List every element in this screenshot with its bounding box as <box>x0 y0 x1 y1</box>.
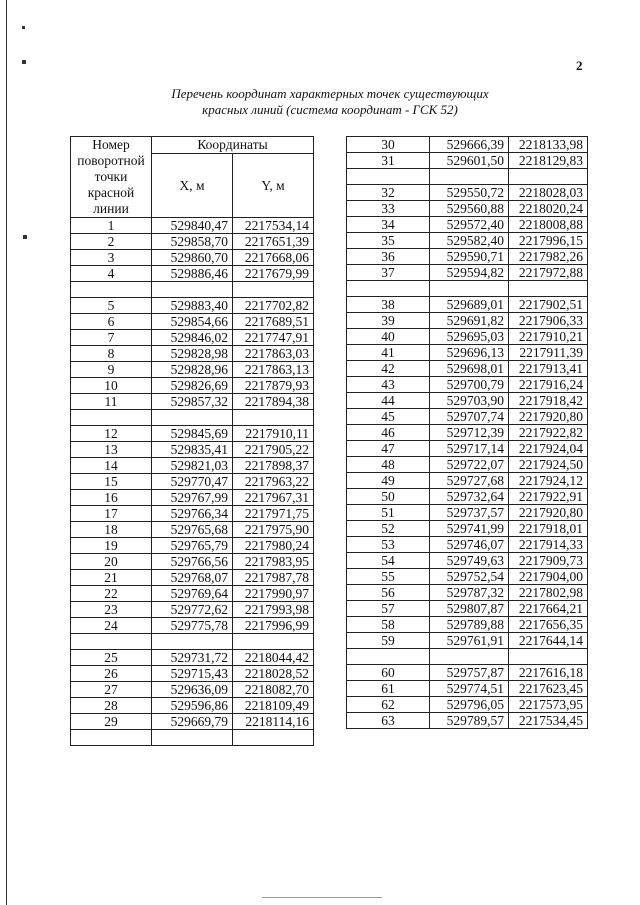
table-row <box>71 538 314 554</box>
point-number-cell: 52 <box>347 521 430 537</box>
table-row-spacer <box>71 634 314 650</box>
x-coordinate-cell: 529821,03 <box>152 458 233 474</box>
y-coordinate-cell: 2217664,21 <box>509 601 588 617</box>
y-coordinate-cell: 2217914,33 <box>509 537 588 553</box>
y-coordinate-cell: 2217922,91 <box>509 489 588 505</box>
point-number-cell: 26 <box>71 666 152 682</box>
point-number-cell: 36 <box>347 249 430 265</box>
y-coordinate-cell: 2217616,18 <box>509 665 588 681</box>
x-coordinate-cell: 529700,79 <box>430 377 509 393</box>
table-row <box>71 570 314 586</box>
header-point-number: Номер поворотной точки красной линии <box>71 137 152 218</box>
y-coordinate-cell: 2217983,95 <box>233 554 314 570</box>
x-coordinate-cell: 529796,05 <box>430 697 509 713</box>
x-coordinate-cell: 529727,68 <box>430 473 509 489</box>
table-row <box>71 218 314 234</box>
y-coordinate-cell: 2217902,51 <box>509 297 588 313</box>
table-row <box>347 233 588 249</box>
y-coordinate-cell: 2217905,22 <box>233 442 314 458</box>
table-row <box>347 697 588 713</box>
table-row <box>347 585 588 601</box>
x-coordinate-cell: 529737,57 <box>430 505 509 521</box>
x-coordinate-cell: 529789,88 <box>430 617 509 633</box>
x-coordinate-cell: 529715,43 <box>152 666 233 682</box>
y-coordinate-cell: 2218044,42 <box>233 650 314 666</box>
table-cell-empty <box>152 282 233 298</box>
x-coordinate-cell: 529828,98 <box>152 346 233 362</box>
y-coordinate-cell: 2217651,39 <box>233 234 314 250</box>
x-coordinate-cell: 529765,79 <box>152 538 233 554</box>
page-number: 2 <box>576 58 583 73</box>
table-cell-empty <box>430 169 509 185</box>
table-cell-empty <box>509 169 588 185</box>
x-coordinate-cell: 529769,64 <box>152 586 233 602</box>
page-title <box>120 86 540 118</box>
y-coordinate-cell: 2217702,82 <box>233 298 314 314</box>
table-row <box>71 234 314 250</box>
x-coordinate-cell: 529775,78 <box>152 618 233 634</box>
x-coordinate-cell: 529857,32 <box>152 394 233 410</box>
y-coordinate-cell: 2218133,98 <box>509 137 588 153</box>
x-coordinate-cell: 529840,47 <box>152 218 233 234</box>
table-row <box>347 713 588 729</box>
point-number-cell: 47 <box>347 441 430 457</box>
x-coordinate-cell: 529846,02 <box>152 330 233 346</box>
point-number-cell: 58 <box>347 617 430 633</box>
y-coordinate-cell: 2218082,70 <box>233 682 314 698</box>
table-row <box>347 377 588 393</box>
scan-dot-3 <box>23 235 27 239</box>
x-coordinate-cell: 529767,99 <box>152 490 233 506</box>
x-coordinate-cell: 529601,50 <box>430 153 509 169</box>
table-cell-empty <box>233 730 314 746</box>
y-coordinate-cell: 2217924,12 <box>509 473 588 489</box>
y-coordinate-cell: 2218008,88 <box>509 217 588 233</box>
y-coordinate-cell: 2217668,06 <box>233 250 314 266</box>
table-cell-empty <box>71 634 152 650</box>
table-cell-empty <box>71 730 152 746</box>
table-row <box>71 522 314 538</box>
table-cell-empty <box>430 649 509 665</box>
x-coordinate-cell: 529691,82 <box>430 313 509 329</box>
table-row <box>347 505 588 521</box>
point-number-cell: 28 <box>71 698 152 714</box>
table-row <box>71 346 314 362</box>
table-row <box>347 329 588 345</box>
point-number-cell: 23 <box>71 602 152 618</box>
x-coordinate-cell: 529770,47 <box>152 474 233 490</box>
x-coordinate-cell: 529860,70 <box>152 250 233 266</box>
point-number-cell: 48 <box>347 457 430 473</box>
table-cell-empty <box>347 649 430 665</box>
point-number-cell: 31 <box>347 153 430 169</box>
y-coordinate-cell: 2217904,00 <box>509 569 588 585</box>
point-number-cell: 59 <box>347 633 430 649</box>
point-number-cell: 54 <box>347 553 430 569</box>
x-coordinate-cell: 529717,14 <box>430 441 509 457</box>
point-number-cell: 51 <box>347 505 430 521</box>
x-coordinate-cell: 529636,09 <box>152 682 233 698</box>
table-row <box>71 698 314 714</box>
table-row <box>347 297 588 313</box>
table-row <box>71 298 314 314</box>
x-coordinate-cell: 529854,66 <box>152 314 233 330</box>
y-coordinate-cell: 2217656,35 <box>509 617 588 633</box>
y-coordinate-cell: 2217573,95 <box>509 697 588 713</box>
y-coordinate-cell: 2217922,82 <box>509 425 588 441</box>
y-coordinate-cell: 2218028,03 <box>509 185 588 201</box>
table-row <box>347 185 588 201</box>
point-number-cell: 34 <box>347 217 430 233</box>
table-cell-empty <box>71 282 152 298</box>
x-coordinate-cell: 529703,90 <box>430 393 509 409</box>
table-row-spacer <box>347 169 588 185</box>
table-row <box>71 314 314 330</box>
x-coordinate-cell: 529707,74 <box>430 409 509 425</box>
table-row <box>347 393 588 409</box>
table-row <box>71 426 314 442</box>
x-coordinate-cell: 529732,64 <box>430 489 509 505</box>
point-number-cell: 13 <box>71 442 152 458</box>
table-row <box>71 378 314 394</box>
table-cell-empty <box>430 281 509 297</box>
point-number-cell: 12 <box>71 426 152 442</box>
table-row-spacer <box>71 410 314 426</box>
table-row <box>347 681 588 697</box>
table-row <box>347 201 588 217</box>
table-cell-empty <box>347 281 430 297</box>
point-number-cell: 35 <box>347 233 430 249</box>
table-row <box>71 506 314 522</box>
y-coordinate-cell: 2217982,26 <box>509 249 588 265</box>
x-coordinate-cell: 529774,51 <box>430 681 509 697</box>
point-number-cell: 7 <box>71 330 152 346</box>
table-row <box>71 650 314 666</box>
y-coordinate-cell: 2217975,90 <box>233 522 314 538</box>
header-y: Y, м <box>233 154 314 218</box>
point-number-cell: 16 <box>71 490 152 506</box>
point-number-cell: 60 <box>347 665 430 681</box>
point-number-cell: 42 <box>347 361 430 377</box>
x-coordinate-cell: 529572,40 <box>430 217 509 233</box>
point-number-cell: 5 <box>71 298 152 314</box>
point-number-cell: 22 <box>71 586 152 602</box>
table-row <box>71 474 314 490</box>
y-coordinate-cell: 2217963,22 <box>233 474 314 490</box>
point-number-cell: 50 <box>347 489 430 505</box>
x-coordinate-cell: 529689,01 <box>430 297 509 313</box>
y-coordinate-cell: 2217689,51 <box>233 314 314 330</box>
table-row-spacer <box>71 282 314 298</box>
table-row <box>71 250 314 266</box>
x-coordinate-cell: 529731,72 <box>152 650 233 666</box>
y-coordinate-cell: 2217802,98 <box>509 585 588 601</box>
y-coordinate-cell: 2217996,99 <box>233 618 314 634</box>
table-row <box>347 345 588 361</box>
y-coordinate-cell: 2217534,14 <box>233 218 314 234</box>
y-coordinate-cell: 2217863,13 <box>233 362 314 378</box>
point-number-cell: 18 <box>71 522 152 538</box>
x-coordinate-cell: 529757,87 <box>430 665 509 681</box>
x-coordinate-cell: 529845,69 <box>152 426 233 442</box>
table-row <box>347 153 588 169</box>
y-coordinate-cell: 2217993,98 <box>233 602 314 618</box>
scan-dot-2 <box>22 60 26 64</box>
table-cell-empty <box>509 281 588 297</box>
x-coordinate-cell: 529886,46 <box>152 266 233 282</box>
y-coordinate-cell: 2217924,50 <box>509 457 588 473</box>
point-number-cell: 3 <box>71 250 152 266</box>
x-coordinate-cell: 529696,13 <box>430 345 509 361</box>
scan-line-bottom <box>262 897 382 898</box>
point-number-cell: 8 <box>71 346 152 362</box>
table-row <box>347 361 588 377</box>
header-x: X, м <box>152 154 233 218</box>
y-coordinate-cell: 2218020,24 <box>509 201 588 217</box>
x-coordinate-cell: 529698,01 <box>430 361 509 377</box>
x-coordinate-cell: 529550,72 <box>430 185 509 201</box>
table-row <box>347 537 588 553</box>
table-row <box>347 441 588 457</box>
table-cell-empty <box>71 410 152 426</box>
x-coordinate-cell: 529590,71 <box>430 249 509 265</box>
y-coordinate-cell: 2217623,45 <box>509 681 588 697</box>
table-row <box>347 249 588 265</box>
y-coordinate-cell: 2217920,80 <box>509 505 588 521</box>
x-coordinate-cell: 529828,96 <box>152 362 233 378</box>
point-number-cell: 41 <box>347 345 430 361</box>
y-coordinate-cell: 2218129,83 <box>509 153 588 169</box>
point-number-cell: 17 <box>71 506 152 522</box>
table-cell-empty <box>233 410 314 426</box>
table-row <box>347 601 588 617</box>
point-number-cell: 24 <box>71 618 152 634</box>
table-row-spacer <box>347 649 588 665</box>
x-coordinate-cell: 529596,86 <box>152 698 233 714</box>
table-row <box>71 266 314 282</box>
table-cell-empty <box>152 730 233 746</box>
point-number-cell: 1 <box>71 218 152 234</box>
y-coordinate-cell: 2217910,21 <box>509 329 588 345</box>
x-coordinate-cell: 529826,69 <box>152 378 233 394</box>
x-coordinate-cell: 529752,54 <box>430 569 509 585</box>
point-number-cell: 27 <box>71 682 152 698</box>
x-coordinate-cell: 529772,62 <box>152 602 233 618</box>
x-coordinate-cell: 529766,34 <box>152 506 233 522</box>
point-number-cell: 49 <box>347 473 430 489</box>
point-number-cell: 33 <box>347 201 430 217</box>
point-number-cell: 2 <box>71 234 152 250</box>
y-coordinate-cell: 2217747,91 <box>233 330 314 346</box>
point-number-cell: 25 <box>71 650 152 666</box>
y-coordinate-cell: 2217972,88 <box>509 265 588 281</box>
table-cell-empty <box>152 634 233 650</box>
point-number-cell: 62 <box>347 697 430 713</box>
y-coordinate-cell: 2217906,33 <box>509 313 588 329</box>
table-row <box>347 409 588 425</box>
point-number-cell: 10 <box>71 378 152 394</box>
point-number-cell: 29 <box>71 714 152 730</box>
table-row <box>347 665 588 681</box>
table-row <box>71 618 314 634</box>
table-row <box>347 633 588 649</box>
header-coordinates: Координаты <box>152 137 314 154</box>
title-line-1: Перечень координат характерных точек существующих <box>171 86 489 101</box>
x-coordinate-cell: 529835,41 <box>152 442 233 458</box>
x-coordinate-cell: 529883,40 <box>152 298 233 314</box>
point-number-cell: 21 <box>71 570 152 586</box>
point-number-cell: 11 <box>71 394 152 410</box>
table-row <box>347 617 588 633</box>
point-number-cell: 43 <box>347 377 430 393</box>
y-coordinate-cell: 2217644,14 <box>509 633 588 649</box>
y-coordinate-cell: 2218028,52 <box>233 666 314 682</box>
x-coordinate-cell: 529749,63 <box>430 553 509 569</box>
x-coordinate-cell: 529765,68 <box>152 522 233 538</box>
point-number-cell: 6 <box>71 314 152 330</box>
x-coordinate-cell: 529741,99 <box>430 521 509 537</box>
x-coordinate-cell: 529712,39 <box>430 425 509 441</box>
point-number-cell: 37 <box>347 265 430 281</box>
table-cell-empty <box>152 410 233 426</box>
table-row <box>347 217 588 233</box>
table-cell-empty <box>233 634 314 650</box>
table-cell-empty <box>347 169 430 185</box>
y-coordinate-cell: 2217924,04 <box>509 441 588 457</box>
coordinates-table-right <box>346 136 588 729</box>
table-row <box>71 458 314 474</box>
point-number-cell: 57 <box>347 601 430 617</box>
point-number-cell: 61 <box>347 681 430 697</box>
y-coordinate-cell: 2217911,39 <box>509 345 588 361</box>
x-coordinate-cell: 529789,57 <box>430 713 509 729</box>
x-coordinate-cell: 529807,87 <box>430 601 509 617</box>
y-coordinate-cell: 2217679,99 <box>233 266 314 282</box>
point-number-cell: 38 <box>347 297 430 313</box>
y-coordinate-cell: 2217879,93 <box>233 378 314 394</box>
table-row <box>71 682 314 698</box>
point-number-cell: 39 <box>347 313 430 329</box>
y-coordinate-cell: 2217534,45 <box>509 713 588 729</box>
table-row <box>71 330 314 346</box>
y-coordinate-cell: 2217990,97 <box>233 586 314 602</box>
point-number-cell: 56 <box>347 585 430 601</box>
y-coordinate-cell: 2218109,49 <box>233 698 314 714</box>
point-number-cell: 53 <box>347 537 430 553</box>
table-row <box>71 394 314 410</box>
table-row <box>71 602 314 618</box>
y-coordinate-cell: 2217920,80 <box>509 409 588 425</box>
table-row <box>347 425 588 441</box>
x-coordinate-cell: 529766,56 <box>152 554 233 570</box>
coordinates-table-left <box>70 136 314 746</box>
point-number-cell: 40 <box>347 329 430 345</box>
point-number-cell: 14 <box>71 458 152 474</box>
table-row <box>71 666 314 682</box>
x-coordinate-cell: 529666,39 <box>430 137 509 153</box>
title-line-2: красных линий (система координат - ГСК 52) <box>202 102 458 117</box>
table-row-spacer <box>71 730 314 746</box>
point-number-cell: 4 <box>71 266 152 282</box>
y-coordinate-cell: 2217910,11 <box>233 426 314 442</box>
point-number-cell: 19 <box>71 538 152 554</box>
x-coordinate-cell: 529761,91 <box>430 633 509 649</box>
x-coordinate-cell: 529582,40 <box>430 233 509 249</box>
x-coordinate-cell: 529722,07 <box>430 457 509 473</box>
y-coordinate-cell: 2217918,42 <box>509 393 588 409</box>
y-coordinate-cell: 2217894,38 <box>233 394 314 410</box>
x-coordinate-cell: 529695,03 <box>430 329 509 345</box>
point-number-cell: 15 <box>71 474 152 490</box>
x-coordinate-cell: 529594,82 <box>430 265 509 281</box>
x-coordinate-cell: 529560,88 <box>430 201 509 217</box>
y-coordinate-cell: 2217980,24 <box>233 538 314 554</box>
table-row <box>347 569 588 585</box>
table-row <box>347 489 588 505</box>
table-row <box>71 362 314 378</box>
scan-dot-1 <box>22 26 25 29</box>
y-coordinate-cell: 2217898,37 <box>233 458 314 474</box>
y-coordinate-cell: 2217863,03 <box>233 346 314 362</box>
point-number-cell: 63 <box>347 713 430 729</box>
table-cell-empty <box>509 649 588 665</box>
x-coordinate-cell: 529746,07 <box>430 537 509 553</box>
y-coordinate-cell: 2217913,41 <box>509 361 588 377</box>
table-row <box>347 457 588 473</box>
point-number-cell: 32 <box>347 185 430 201</box>
table-row <box>71 490 314 506</box>
point-number-cell: 9 <box>71 362 152 378</box>
y-coordinate-cell: 2217916,24 <box>509 377 588 393</box>
point-number-cell: 55 <box>347 569 430 585</box>
scan-mark-left-edge <box>6 0 7 905</box>
y-coordinate-cell: 2217909,73 <box>509 553 588 569</box>
y-coordinate-cell: 2218114,16 <box>233 714 314 730</box>
table-row-spacer <box>347 281 588 297</box>
table-row <box>71 714 314 730</box>
point-number-cell: 20 <box>71 554 152 570</box>
table-row <box>347 137 588 153</box>
point-number-cell: 45 <box>347 409 430 425</box>
table-row <box>347 521 588 537</box>
x-coordinate-cell: 529787,32 <box>430 585 509 601</box>
y-coordinate-cell: 2217987,78 <box>233 570 314 586</box>
x-coordinate-cell: 529768,07 <box>152 570 233 586</box>
x-coordinate-cell: 529669,79 <box>152 714 233 730</box>
point-number-cell: 30 <box>347 137 430 153</box>
table-row <box>347 313 588 329</box>
table-row <box>347 265 588 281</box>
table-row <box>71 554 314 570</box>
y-coordinate-cell: 2217996,15 <box>509 233 588 249</box>
y-coordinate-cell: 2217967,31 <box>233 490 314 506</box>
table-row <box>347 473 588 489</box>
table-cell-empty <box>233 282 314 298</box>
y-coordinate-cell: 2217918,01 <box>509 521 588 537</box>
table-row <box>71 442 314 458</box>
table-row <box>347 553 588 569</box>
x-coordinate-cell: 529858,70 <box>152 234 233 250</box>
table-row <box>71 586 314 602</box>
point-number-cell: 44 <box>347 393 430 409</box>
point-number-cell: 46 <box>347 425 430 441</box>
y-coordinate-cell: 2217971,75 <box>233 506 314 522</box>
